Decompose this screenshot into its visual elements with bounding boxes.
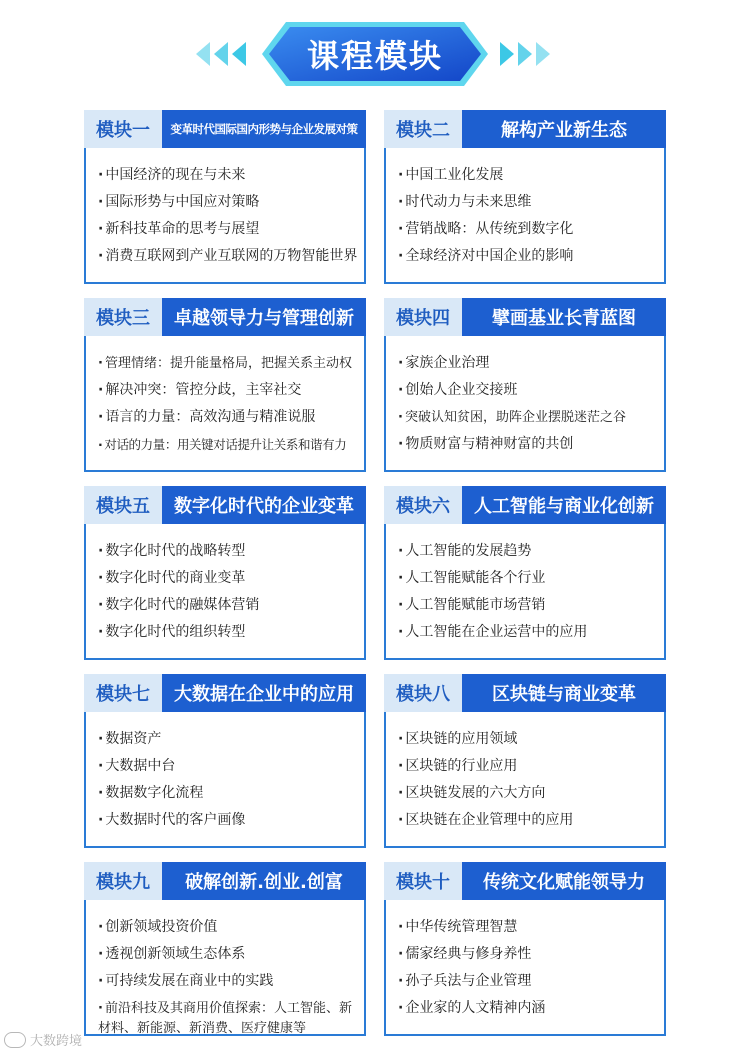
list-item: · 新科技革命的思考与展望 — [98, 216, 358, 243]
module-item-list — [398, 538, 658, 646]
module-item-list — [398, 726, 658, 834]
module-item-list — [98, 162, 358, 270]
module-tag: 模块八 — [384, 674, 462, 712]
watermark — [4, 1030, 82, 1049]
module-item-list — [98, 914, 358, 1039]
arrow-right-icon — [500, 42, 514, 66]
module-tag: 模块一 — [84, 110, 162, 148]
arrow-left-icon — [214, 42, 228, 66]
module-tag: 模块七 — [84, 674, 162, 712]
module-title: 传统文化赋能领导力 — [462, 862, 666, 900]
list-item: · 中华传统管理智慧 — [398, 914, 658, 941]
list-item: · 对话的力量：用关键对话提升让关系和谐有力 — [98, 431, 358, 458]
list-item: · 数字化时代的组织转型 — [98, 619, 358, 646]
module-title: 变革时代国际国内形势与企业发展对策 — [162, 110, 366, 148]
arrow-left-icon — [196, 42, 210, 66]
list-item: · 区块链的行业应用 — [398, 753, 658, 780]
list-item: · 时代动力与未来思维 — [398, 189, 658, 216]
list-item: · 数字化时代的战略转型 — [98, 538, 358, 565]
module-tag: 模块九 — [84, 862, 162, 900]
module-card-1 — [84, 110, 366, 284]
left-arrows-decoration — [196, 42, 250, 68]
list-item: · 解决冲突：管控分歧，主宰社交 — [98, 377, 358, 404]
list-item: · 儒家经典与修身养性 — [398, 941, 658, 968]
page-title: 课程模块 — [306, 37, 443, 75]
module-title: 区块链与商业变革 — [462, 674, 666, 712]
arrow-right-icon — [518, 42, 532, 66]
module-card-4 — [384, 298, 666, 472]
right-arrows-decoration — [500, 42, 554, 68]
list-item: · 人工智能的发展趋势 — [398, 538, 658, 565]
module-title: 人工智能与商业化创新 — [462, 486, 666, 524]
list-item: · 企业家的人文精神内涵 — [398, 995, 658, 1022]
watermark-text: 大数跨境 — [30, 1034, 83, 1049]
module-card-5 — [84, 486, 366, 660]
list-item: · 人工智能赋能各个行业 — [398, 565, 658, 592]
list-item: · 透视创新领域生态体系 — [98, 941, 358, 968]
list-item: · 国际形势与中国应对策略 — [98, 189, 358, 216]
list-item: · 人工智能赋能市场营销 — [398, 592, 658, 619]
list-item: · 消费互联网到产业互联网的万物智能世界 — [98, 243, 358, 270]
list-item: · 物质财富与精神财富的共创 — [398, 431, 658, 458]
module-item-list — [398, 162, 658, 270]
module-card-2 — [384, 110, 666, 284]
list-item: · 数据数字化流程 — [98, 780, 358, 807]
arrow-right-icon — [536, 42, 550, 66]
module-title: 大数据在企业中的应用 — [162, 674, 366, 712]
module-tag: 模块十 — [384, 862, 462, 900]
list-item: · 大数据中台 — [98, 753, 358, 780]
header-banner — [0, 14, 750, 94]
module-title: 破解创新.创业.创富 — [162, 862, 366, 900]
module-card-6 — [384, 486, 666, 660]
list-item: · 数据资产 — [98, 726, 358, 753]
module-card-10 — [384, 862, 666, 1036]
module-item-list — [398, 350, 658, 458]
list-item: · 全球经济对中国企业的影响 — [398, 243, 658, 270]
module-item-list — [98, 350, 358, 458]
watermark-logo-icon — [4, 1032, 26, 1048]
title-plate — [260, 20, 490, 88]
module-card-8 — [384, 674, 666, 848]
module-tag: 模块四 — [384, 298, 462, 336]
list-item: · 人工智能在企业运营中的应用 — [398, 619, 658, 646]
list-item: · 创新领域投资价值 — [98, 914, 358, 941]
list-item: · 家族企业治理 — [398, 350, 658, 377]
list-item: · 语言的力量：高效沟通与精准说服 — [98, 404, 358, 431]
module-title: 数字化时代的企业变革 — [162, 486, 366, 524]
module-card-9 — [84, 862, 366, 1036]
list-item: · 突破认知贫困，助阵企业摆脱迷茫之谷 — [398, 404, 658, 431]
module-card-3 — [84, 298, 366, 472]
list-item: · 大数据时代的客户画像 — [98, 807, 358, 834]
list-item: · 营销战略：从传统到数字化 — [398, 216, 658, 243]
list-item: · 中国工业化发展 — [398, 162, 658, 189]
module-title: 解构产业新生态 — [462, 110, 666, 148]
module-title: 擘画基业长青蓝图 — [462, 298, 666, 336]
module-item-list — [98, 726, 358, 834]
list-item: · 区块链的应用领域 — [398, 726, 658, 753]
list-item: · 孙子兵法与企业管理 — [398, 968, 658, 995]
module-item-list — [98, 538, 358, 646]
module-card-7 — [84, 674, 366, 848]
module-tag: 模块六 — [384, 486, 462, 524]
module-tag: 模块三 — [84, 298, 162, 336]
list-item: · 可持续发展在商业中的实践 — [98, 968, 358, 995]
arrow-left-icon — [232, 42, 246, 66]
list-item: · 数字化时代的商业变革 — [98, 565, 358, 592]
list-item: · 中国经济的现在与未来 — [98, 162, 358, 189]
module-title: 卓越领导力与管理创新 — [162, 298, 366, 336]
list-item: · 数字化时代的融媒体营销 — [98, 592, 358, 619]
list-item: · 前沿科技及其商用价值探索：人工智能、新材料、新能源、新消费、医疗健康等 — [98, 995, 358, 1039]
module-tag: 模块五 — [84, 486, 162, 524]
list-item: · 区块链发展的六大方向 — [398, 780, 658, 807]
list-item: · 创始人企业交接班 — [398, 377, 658, 404]
list-item: · 管理情绪：提升能量格局，把握关系主动权 — [98, 350, 358, 377]
module-tag: 模块二 — [384, 110, 462, 148]
module-item-list — [398, 914, 658, 1022]
list-item: · 区块链在企业管理中的应用 — [398, 807, 658, 834]
